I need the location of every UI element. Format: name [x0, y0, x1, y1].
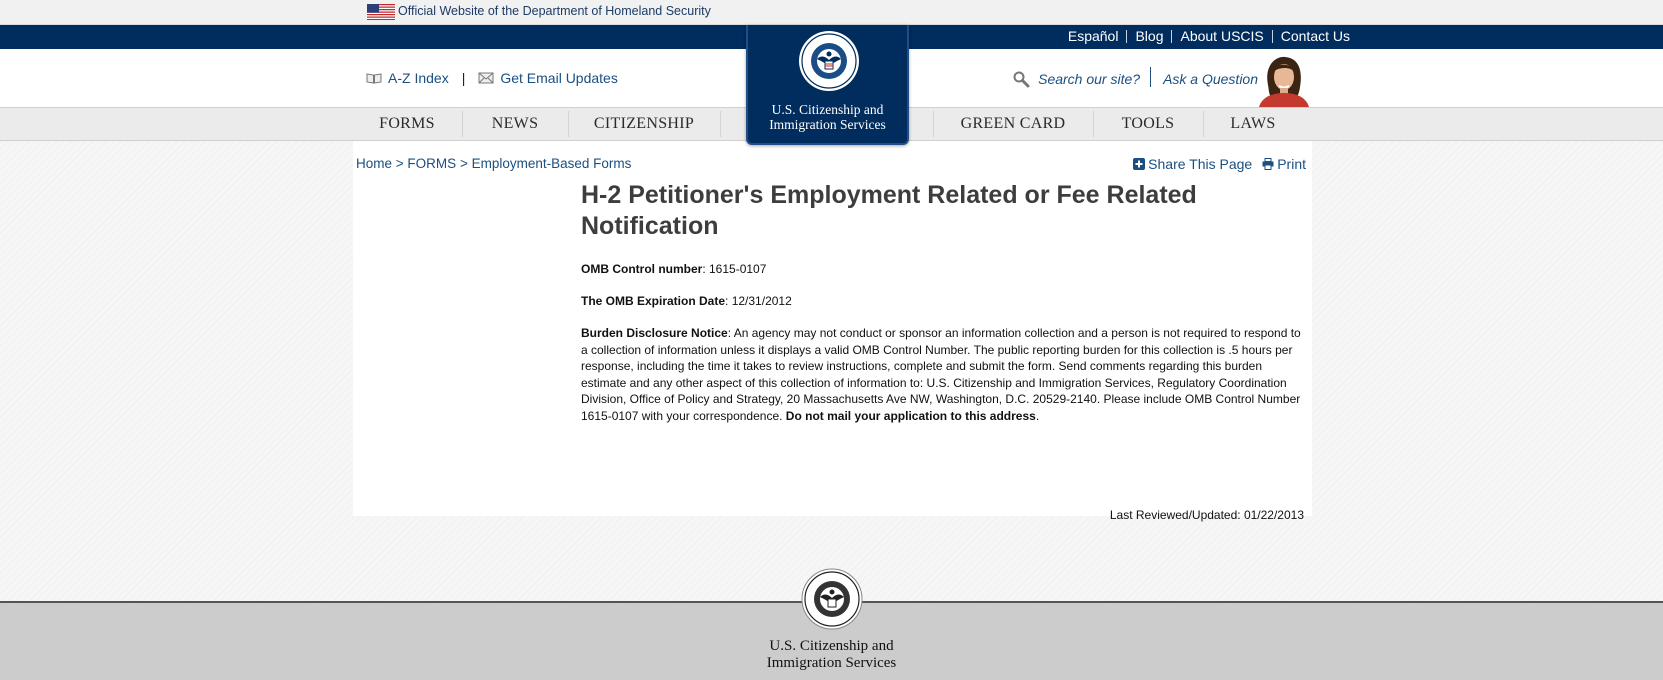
page-title: H-2 Petitioner's Employment Related or Fee Related Notification	[581, 181, 1197, 240]
nav-citizenship[interactable]: CITIZENSHIP	[593, 115, 695, 132]
agency-name-line-1: U.S. Citizenship and	[771, 102, 884, 117]
utility-links-right	[1012, 67, 1258, 91]
us-flag-icon	[367, 4, 395, 20]
share-this-page-button[interactable]	[1133, 156, 1252, 172]
breadcrumb-forms[interactable]: FORMS	[407, 156, 457, 171]
nav-tools[interactable]: TOOLS	[1121, 115, 1175, 132]
burden-notice-label: Burden Disclosure Notice	[581, 326, 728, 340]
search-link[interactable]	[1012, 70, 1140, 88]
ask-question-link[interactable]: Ask a Question	[1163, 71, 1258, 87]
footer-agency-name	[0, 638, 1663, 672]
share-label: Share This Page	[1148, 156, 1253, 172]
az-index-link[interactable]	[366, 70, 449, 86]
footer-agency-name-line-1: U.S. Citizenship and	[769, 638, 894, 654]
top-links	[1060, 28, 1358, 44]
omb-control-value: : 1615-0107	[702, 262, 767, 276]
search-label: Search our site?	[1038, 71, 1141, 87]
omb-control-label: OMB Control number	[581, 262, 703, 276]
plus-icon	[1133, 158, 1145, 170]
burden-disclosure-notice	[581, 325, 1301, 424]
about-uscis-link[interactable]: About USCIS	[1180, 28, 1264, 44]
uscis-logo-home-link[interactable]	[746, 25, 909, 145]
envelope-icon	[478, 72, 494, 84]
omb-expiration-value: : 12/31/2012	[725, 294, 792, 308]
print-button[interactable]	[1262, 156, 1306, 172]
article	[581, 180, 1301, 424]
burden-notice-warning: Do not mail your application to this address	[785, 408, 1036, 423]
contact-us-link[interactable]: Contact Us	[1280, 28, 1350, 44]
search-icon	[1012, 70, 1030, 88]
breadcrumb-home[interactable]: Home	[356, 156, 393, 171]
agency-name-line-2: Immigration Services	[769, 117, 886, 132]
official-website-text: Official Website of the Department of Homeland Security	[398, 4, 711, 18]
dhs-seal-icon	[798, 30, 860, 92]
omb-control-number	[581, 262, 1301, 276]
official-website-bar	[0, 0, 1663, 25]
breadcrumb-separator: >	[459, 156, 472, 171]
footer-agency-name-line-2: Immigration Services	[766, 655, 897, 671]
omb-expiration-label: The OMB Expiration Date	[581, 294, 726, 308]
print-label: Print	[1277, 156, 1306, 172]
omb-expiration-date	[581, 294, 1301, 308]
agency-name	[748, 102, 907, 132]
nav-forms[interactable]: FORMS	[379, 115, 435, 132]
blog-link[interactable]: Blog	[1135, 28, 1164, 44]
last-reviewed-date: Last Reviewed/Updated: 01/22/2013	[1109, 508, 1304, 522]
burden-notice-end: .	[1035, 408, 1040, 423]
nav-green-card[interactable]: GREEN CARD	[960, 115, 1066, 132]
email-updates-label: Get Email Updates	[500, 70, 618, 86]
breadcrumb	[356, 156, 631, 171]
espanol-link[interactable]: Español	[1067, 28, 1119, 44]
burden-notice-text: : An agency may not conduct or sponsor an information collection and a person is not required to respond to a collection of information unless it displays a valid OMB Control Number. The public reporting burden for this collection is .5 hours per response, including the time it takes to review instructions, complete and submit the form. Send comments regarding this burden estimate and any other aspect of this collection of information to: U.S. Citizenship and Immigration Services, Regulatory Coordination Division, Office of Policy and Strategy, 20 Massachusetts Ave NW, Washington, D.C. 20529-2140. Please include OMB Control Number 1615-0107 with your correspondence.	[581, 326, 1301, 423]
email-updates-link[interactable]	[478, 70, 618, 86]
breadcrumb-employment-based-forms[interactable]: Employment-Based Forms	[471, 156, 632, 171]
main-content	[353, 141, 1312, 522]
utility-links-left	[366, 70, 618, 86]
az-index-label: A-Z Index	[388, 70, 449, 86]
nav-laws[interactable]: LAWS	[1230, 115, 1276, 132]
utility-divider: |	[461, 70, 466, 86]
share-tools	[1133, 156, 1306, 172]
nav-news[interactable]: NEWS	[491, 115, 539, 132]
ask-question-avatar[interactable]	[1254, 55, 1312, 107]
book-icon	[366, 72, 382, 84]
printer-icon	[1262, 158, 1274, 170]
breadcrumb-separator: >	[395, 156, 408, 171]
utility-divider	[1150, 67, 1151, 87]
dhs-seal-icon	[801, 568, 863, 630]
nav-separator	[720, 111, 721, 137]
